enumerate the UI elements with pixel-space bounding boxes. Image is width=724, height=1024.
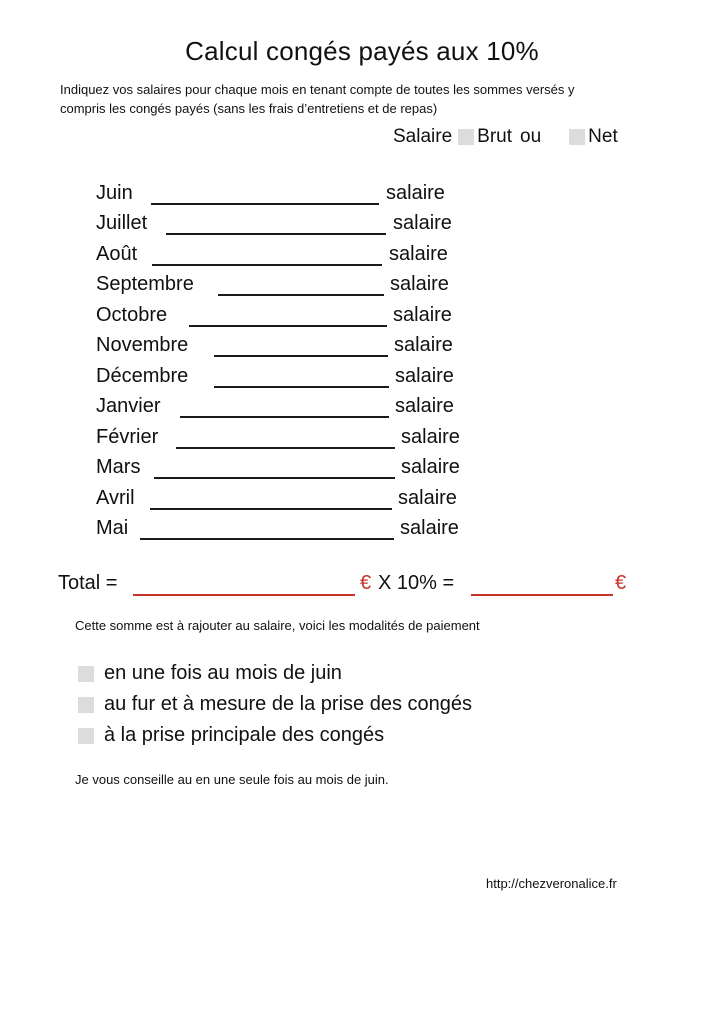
month-suffix: salaire bbox=[401, 426, 460, 448]
euro-symbol: € bbox=[360, 572, 372, 594]
salary-input-line[interactable] bbox=[152, 264, 382, 266]
month-name: Septembre bbox=[96, 273, 194, 295]
salary-input-line[interactable] bbox=[150, 508, 392, 510]
salaire-label: Salaire bbox=[393, 126, 453, 147]
net-checkbox[interactable] bbox=[569, 129, 585, 145]
month-name: Juillet bbox=[96, 212, 148, 234]
month-name: Février bbox=[96, 426, 159, 448]
month-name: Décembre bbox=[96, 365, 189, 387]
option-juin[interactable] bbox=[78, 658, 472, 689]
page-title: Calcul congés payés aux 10% bbox=[185, 36, 539, 66]
month-name: Novembre bbox=[96, 334, 189, 356]
month-suffix: salaire bbox=[401, 456, 460, 478]
intro-line-1: Indiquez vos salaires pour chaque mois en tenant compte de toutes les sommes versés y bbox=[60, 82, 575, 97]
month-suffix: salaire bbox=[395, 395, 454, 417]
advice-text: Je vous conseille au en une seule fois au mois de juin. bbox=[75, 772, 389, 787]
salary-input-line[interactable] bbox=[151, 203, 379, 205]
brut-label: Brut bbox=[477, 126, 513, 147]
month-suffix: salaire bbox=[395, 365, 454, 387]
option-checkbox[interactable] bbox=[78, 728, 94, 744]
option-prise-principale[interactable] bbox=[78, 720, 472, 751]
website-url: http://chezveronalice.fr bbox=[486, 876, 617, 891]
month-name: Avril bbox=[96, 487, 135, 509]
result-input-line[interactable] bbox=[471, 594, 613, 596]
salary-input-line[interactable] bbox=[214, 355, 388, 357]
salary-input-line[interactable] bbox=[176, 447, 395, 449]
month-suffix: salaire bbox=[386, 182, 445, 204]
ou-label: ou bbox=[520, 126, 542, 147]
salary-input-line[interactable] bbox=[180, 416, 389, 418]
salary-input-line[interactable] bbox=[189, 325, 387, 327]
total-input-line[interactable] bbox=[133, 594, 355, 596]
brut-checkbox[interactable] bbox=[458, 129, 474, 145]
salaire-type-selector bbox=[393, 126, 618, 148]
month-name: Janvier bbox=[96, 395, 161, 417]
option-label: en une fois au mois de juin bbox=[104, 662, 342, 684]
euro-symbol: € bbox=[615, 572, 627, 594]
intro-text bbox=[60, 80, 700, 118]
total-label: Total = bbox=[58, 572, 118, 594]
month-suffix: salaire bbox=[389, 243, 448, 265]
option-label: au fur et à mesure de la prise des congés bbox=[104, 693, 472, 715]
total-row bbox=[58, 572, 678, 602]
multiplier-label: X 10% = bbox=[378, 572, 455, 594]
salary-input-line[interactable] bbox=[140, 538, 394, 540]
salary-input-line[interactable] bbox=[214, 386, 389, 388]
intro-line-2: compris les congés payés (sans les frais d’entretiens et de repas) bbox=[60, 101, 438, 116]
month-name: Juin bbox=[96, 182, 133, 204]
payment-options bbox=[78, 658, 472, 751]
salary-input-line[interactable] bbox=[218, 294, 384, 296]
month-name: Mai bbox=[96, 517, 129, 539]
month-suffix: salaire bbox=[398, 487, 457, 509]
salary-input-line[interactable] bbox=[154, 477, 395, 479]
net-label: Net bbox=[588, 126, 618, 147]
month-name: Octobre bbox=[96, 304, 168, 326]
month-suffix: salaire bbox=[400, 517, 459, 539]
option-checkbox[interactable] bbox=[78, 666, 94, 682]
option-fur-et-mesure[interactable] bbox=[78, 689, 472, 720]
option-label: à la prise principale des congés bbox=[104, 724, 385, 746]
salary-input-line[interactable] bbox=[166, 233, 386, 235]
month-suffix: salaire bbox=[393, 212, 452, 234]
option-checkbox[interactable] bbox=[78, 697, 94, 713]
payment-note: Cette somme est à rajouter au salaire, voici les modalités de paiement bbox=[75, 618, 480, 633]
month-name: Août bbox=[96, 243, 138, 265]
month-suffix: salaire bbox=[393, 304, 452, 326]
month-suffix: salaire bbox=[394, 334, 453, 356]
month-name: Mars bbox=[96, 456, 141, 478]
month-suffix: salaire bbox=[390, 273, 449, 295]
